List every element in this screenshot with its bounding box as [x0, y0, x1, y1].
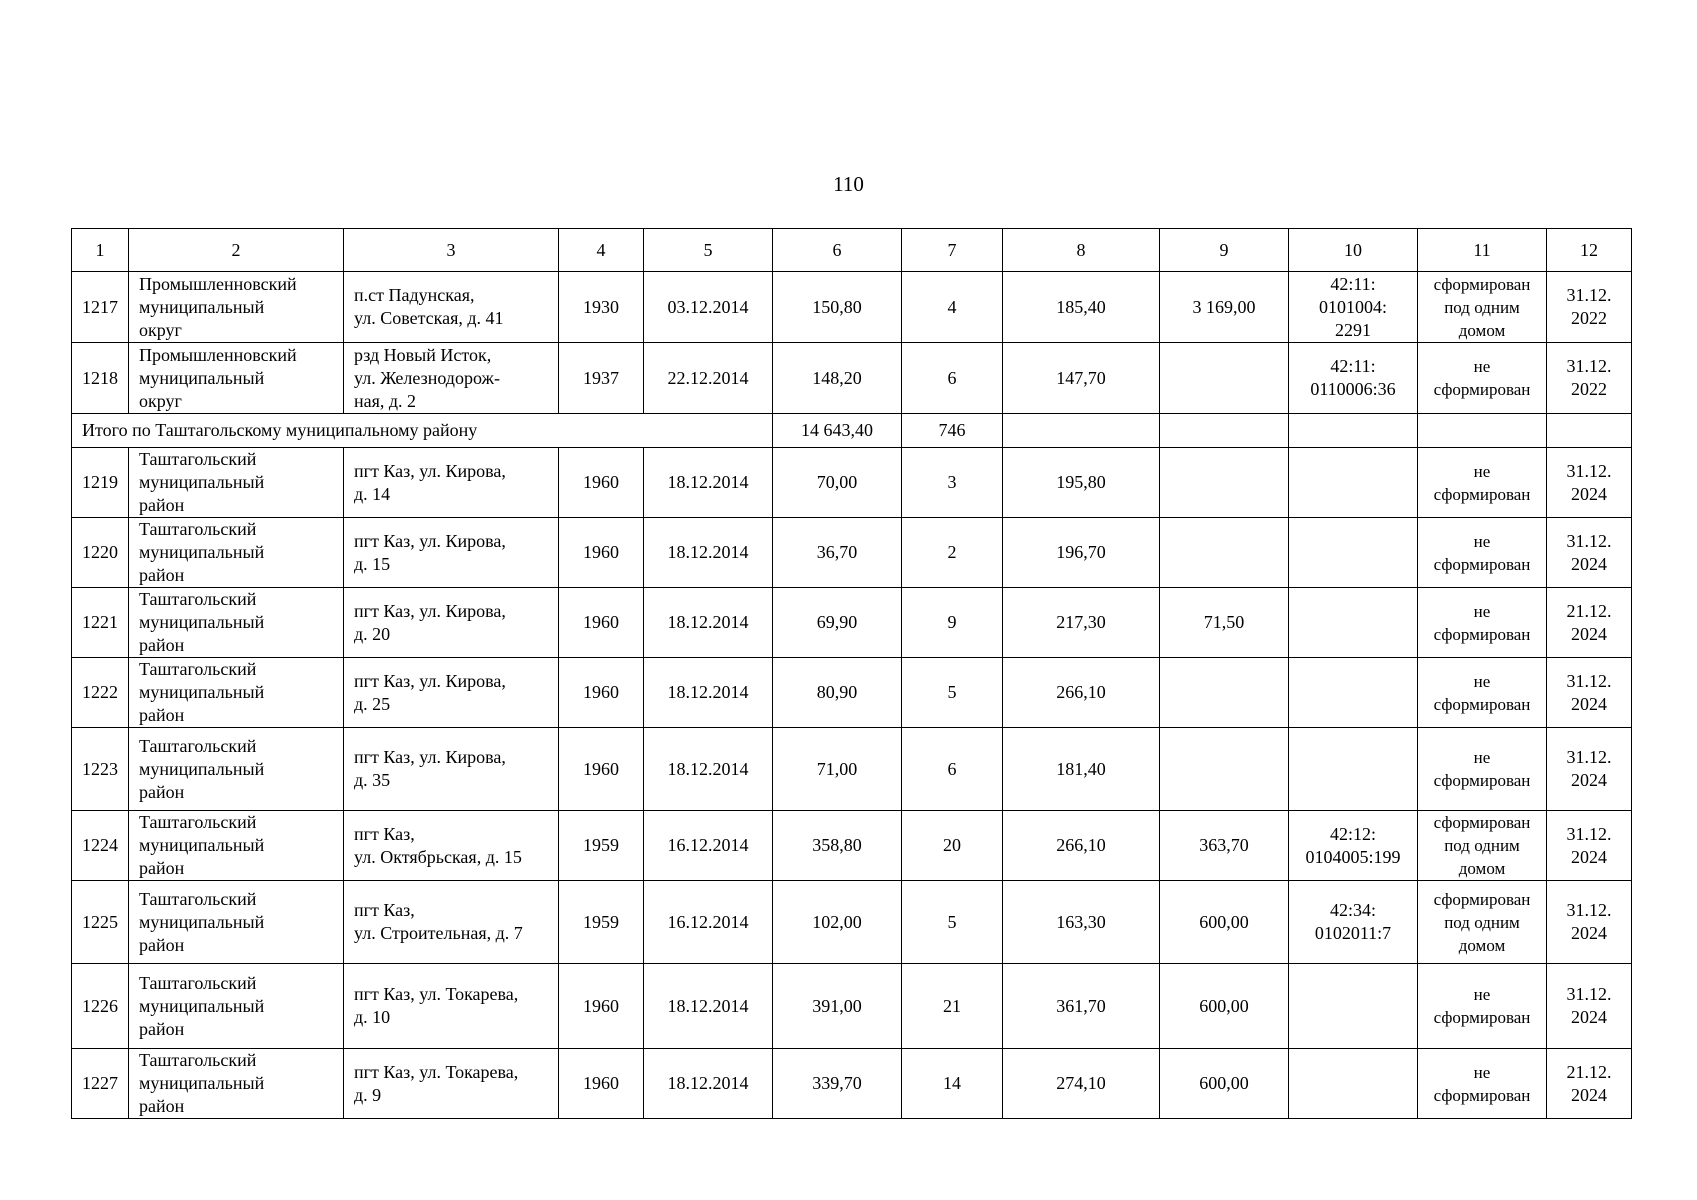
status-cell: не сформирован — [1418, 448, 1547, 518]
cadastral-cell — [1289, 728, 1418, 811]
cadastral-cell: 42:34: 0102011:7 — [1289, 881, 1418, 964]
cadastral-cell: 42:12: 0104005:199 — [1289, 811, 1418, 881]
col9-cell — [1160, 448, 1289, 518]
date-cell: 18.12.2014 — [644, 728, 773, 811]
status-cell: не сформирован — [1418, 658, 1547, 728]
column-header: 11 — [1418, 229, 1547, 272]
table-row — [72, 518, 1632, 588]
year-cell: 1960 — [559, 518, 644, 588]
date-cell: 18.12.2014 — [644, 448, 773, 518]
row-number: 1220 — [72, 518, 129, 588]
row-number: 1218 — [72, 343, 129, 414]
column-header: 3 — [344, 229, 559, 272]
people-cell: 20 — [902, 811, 1003, 881]
people-cell: 6 — [902, 343, 1003, 414]
year-cell: 1959 — [559, 811, 644, 881]
column-header: 2 — [129, 229, 344, 272]
col8-cell: 217,30 — [1003, 588, 1160, 658]
municipality-cell: Таштагольский муниципальный район — [129, 448, 344, 518]
municipality-cell: Таштагольский муниципальный район — [129, 658, 344, 728]
empty-cell — [1003, 414, 1160, 448]
deadline-cell: 31.12. 2024 — [1547, 448, 1632, 518]
municipality-cell: Таштагольский муниципальный район — [129, 728, 344, 811]
year-cell: 1960 — [559, 1049, 644, 1119]
table-row — [72, 964, 1632, 1049]
page-number: 110 — [833, 172, 864, 196]
col8-cell: 195,80 — [1003, 448, 1160, 518]
year-cell: 1930 — [559, 272, 644, 343]
deadline-cell: 31.12. 2024 — [1547, 518, 1632, 588]
date-cell: 22.12.2014 — [644, 343, 773, 414]
status-cell: сформирован под одним домом — [1418, 272, 1547, 343]
cadastral-cell — [1289, 964, 1418, 1049]
total-row — [72, 414, 1632, 448]
total-area: 14 643,40 — [773, 414, 902, 448]
year-cell: 1960 — [559, 658, 644, 728]
status-cell: не сформирован — [1418, 964, 1547, 1049]
total-people: 746 — [902, 414, 1003, 448]
municipality-cell: Таштагольский муниципальный район — [129, 518, 344, 588]
table-row — [72, 728, 1632, 811]
area-cell: 391,00 — [773, 964, 902, 1049]
address-cell: пгт Каз, ул. Кирова, д. 14 — [344, 448, 559, 518]
status-cell: не сформирован — [1418, 588, 1547, 658]
area-cell: 148,20 — [773, 343, 902, 414]
cadastral-cell — [1289, 518, 1418, 588]
address-cell: пгт Каз, ул. Кирова, д. 20 — [344, 588, 559, 658]
address-cell: пгт Каз, ул. Строительная, д. 7 — [344, 881, 559, 964]
column-header: 10 — [1289, 229, 1418, 272]
row-number: 1219 — [72, 448, 129, 518]
col9-cell: 363,70 — [1160, 811, 1289, 881]
col8-cell: 147,70 — [1003, 343, 1160, 414]
column-header: 1 — [72, 229, 129, 272]
address-cell: пгт Каз, ул. Кирова, д. 15 — [344, 518, 559, 588]
column-header: 9 — [1160, 229, 1289, 272]
area-cell: 339,70 — [773, 1049, 902, 1119]
year-cell: 1960 — [559, 728, 644, 811]
col8-cell: 266,10 — [1003, 811, 1160, 881]
col8-cell: 181,40 — [1003, 728, 1160, 811]
date-cell: 18.12.2014 — [644, 658, 773, 728]
col9-cell: 600,00 — [1160, 1049, 1289, 1119]
area-cell: 102,00 — [773, 881, 902, 964]
people-cell: 5 — [902, 658, 1003, 728]
empty-cell — [1289, 414, 1418, 448]
col9-cell — [1160, 518, 1289, 588]
area-cell: 69,90 — [773, 588, 902, 658]
date-cell: 03.12.2014 — [644, 272, 773, 343]
date-cell: 16.12.2014 — [644, 881, 773, 964]
municipality-cell: Таштагольский муниципальный район — [129, 964, 344, 1049]
area-cell: 358,80 — [773, 811, 902, 881]
cadastral-cell — [1289, 588, 1418, 658]
municipality-cell: Таштагольский муниципальный район — [129, 588, 344, 658]
status-cell: не сформирован — [1418, 1049, 1547, 1119]
address-cell: рзд Новый Исток, ул. Железнодорож- ная, д. 2 — [344, 343, 559, 414]
people-cell: 9 — [902, 588, 1003, 658]
deadline-cell: 31.12. 2024 — [1547, 811, 1632, 881]
row-number: 1223 — [72, 728, 129, 811]
col9-cell — [1160, 658, 1289, 728]
address-cell: пгт Каз, ул. Кирова, д. 35 — [344, 728, 559, 811]
address-cell: пгт Каз, ул. Кирова, д. 25 — [344, 658, 559, 728]
date-cell: 18.12.2014 — [644, 964, 773, 1049]
municipality-cell: Таштагольский муниципальный район — [129, 1049, 344, 1119]
column-header: 7 — [902, 229, 1003, 272]
date-cell: 18.12.2014 — [644, 1049, 773, 1119]
people-cell: 21 — [902, 964, 1003, 1049]
year-cell: 1960 — [559, 964, 644, 1049]
address-cell: п.ст Падунская, ул. Советская, д. 41 — [344, 272, 559, 343]
col9-cell: 71,50 — [1160, 588, 1289, 658]
col8-cell: 361,70 — [1003, 964, 1160, 1049]
date-cell: 16.12.2014 — [644, 811, 773, 881]
col8-cell: 163,30 — [1003, 881, 1160, 964]
column-header: 6 — [773, 229, 902, 272]
table-row — [72, 272, 1632, 343]
deadline-cell: 31.12. 2022 — [1547, 272, 1632, 343]
column-header: 8 — [1003, 229, 1160, 272]
deadline-cell: 31.12. 2024 — [1547, 964, 1632, 1049]
table-row — [72, 658, 1632, 728]
status-cell: не сформирован — [1418, 518, 1547, 588]
table-row — [72, 1049, 1632, 1119]
cadastral-cell: 42:11: 0101004: 2291 — [1289, 272, 1418, 343]
col9-cell — [1160, 728, 1289, 811]
year-cell: 1960 — [559, 448, 644, 518]
table-row — [72, 448, 1632, 518]
row-number: 1227 — [72, 1049, 129, 1119]
col9-cell: 600,00 — [1160, 964, 1289, 1049]
table-row — [72, 343, 1632, 414]
col9-cell: 3 169,00 — [1160, 272, 1289, 343]
col8-cell: 266,10 — [1003, 658, 1160, 728]
status-cell: не сформирован — [1418, 728, 1547, 811]
area-cell: 70,00 — [773, 448, 902, 518]
area-cell: 71,00 — [773, 728, 902, 811]
table-row — [72, 811, 1632, 881]
date-cell: 18.12.2014 — [644, 588, 773, 658]
deadline-cell: 21.12. 2024 — [1547, 1049, 1632, 1119]
people-cell: 14 — [902, 1049, 1003, 1119]
deadline-cell: 21.12. 2024 — [1547, 588, 1632, 658]
column-header: 5 — [644, 229, 773, 272]
column-header: 4 — [559, 229, 644, 272]
table-row — [72, 881, 1632, 964]
deadline-cell: 31.12. 2024 — [1547, 658, 1632, 728]
address-cell: пгт Каз, ул. Октябрьская, д. 15 — [344, 811, 559, 881]
people-cell: 5 — [902, 881, 1003, 964]
municipality-cell: Промышленновский муниципальный округ — [129, 272, 344, 343]
row-number: 1221 — [72, 588, 129, 658]
empty-cell — [1547, 414, 1632, 448]
row-number: 1222 — [72, 658, 129, 728]
year-cell: 1937 — [559, 343, 644, 414]
header-row — [72, 229, 1632, 272]
total-label: Итого по Таштагольскому муниципальному району — [72, 414, 773, 448]
people-cell: 2 — [902, 518, 1003, 588]
housing-table — [71, 228, 1632, 1119]
municipality-cell: Таштагольский муниципальный район — [129, 811, 344, 881]
row-number: 1224 — [72, 811, 129, 881]
col8-cell: 185,40 — [1003, 272, 1160, 343]
col8-cell: 274,10 — [1003, 1049, 1160, 1119]
municipality-cell: Таштагольский муниципальный район — [129, 881, 344, 964]
col8-cell: 196,70 — [1003, 518, 1160, 588]
deadline-cell: 31.12. 2022 — [1547, 343, 1632, 414]
area-cell: 36,70 — [773, 518, 902, 588]
people-cell: 3 — [902, 448, 1003, 518]
cadastral-cell — [1289, 658, 1418, 728]
cadastral-cell — [1289, 1049, 1418, 1119]
col9-cell: 600,00 — [1160, 881, 1289, 964]
cadastral-cell: 42:11: 0110006:36 — [1289, 343, 1418, 414]
address-cell: пгт Каз, ул. Токарева, д. 10 — [344, 964, 559, 1049]
area-cell: 150,80 — [773, 272, 902, 343]
table-row — [72, 588, 1632, 658]
address-cell: пгт Каз, ул. Токарева, д. 9 — [344, 1049, 559, 1119]
people-cell: 4 — [902, 272, 1003, 343]
row-number: 1225 — [72, 881, 129, 964]
year-cell: 1959 — [559, 881, 644, 964]
year-cell: 1960 — [559, 588, 644, 658]
empty-cell — [1418, 414, 1547, 448]
status-cell: не сформирован — [1418, 343, 1547, 414]
deadline-cell: 31.12. 2024 — [1547, 728, 1632, 811]
area-cell: 80,90 — [773, 658, 902, 728]
date-cell: 18.12.2014 — [644, 518, 773, 588]
empty-cell — [1160, 414, 1289, 448]
col9-cell — [1160, 343, 1289, 414]
people-cell: 6 — [902, 728, 1003, 811]
status-cell: сформирован под одним домом — [1418, 811, 1547, 881]
column-header: 12 — [1547, 229, 1632, 272]
status-cell: сформирован под одним домом — [1418, 881, 1547, 964]
row-number: 1217 — [72, 272, 129, 343]
municipality-cell: Промышленновский муниципальный округ — [129, 343, 344, 414]
cadastral-cell — [1289, 448, 1418, 518]
row-number: 1226 — [72, 964, 129, 1049]
deadline-cell: 31.12. 2024 — [1547, 881, 1632, 964]
